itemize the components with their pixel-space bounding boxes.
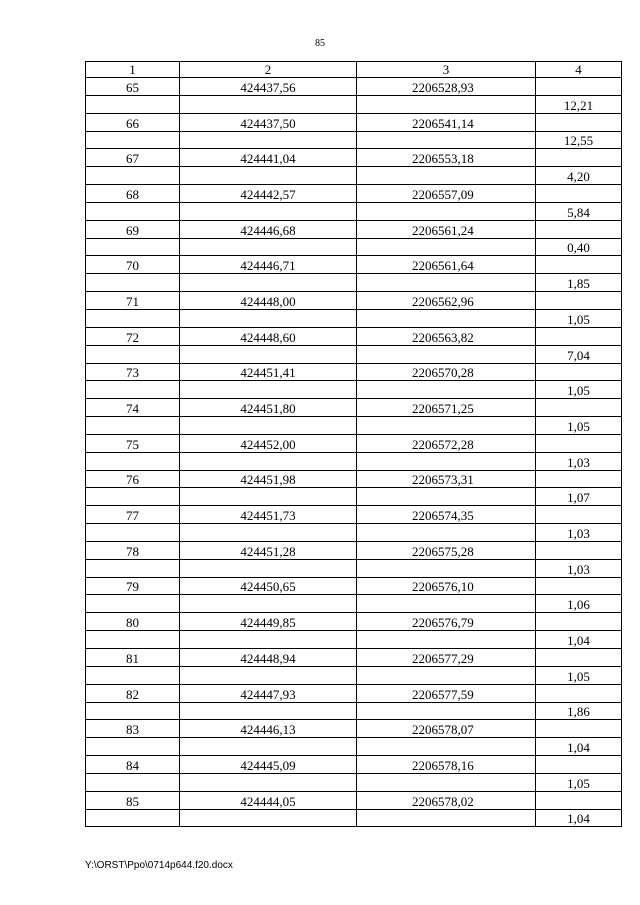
table-row-distance xyxy=(86,631,622,649)
empty-cell xyxy=(536,292,622,310)
empty-cell xyxy=(357,524,536,542)
distance-cell: 1,86 xyxy=(536,702,622,720)
y-coordinate-cell: 2206578,02 xyxy=(357,791,536,809)
distance-cell: 1,05 xyxy=(536,773,622,791)
empty-cell xyxy=(357,738,536,756)
y-coordinate-cell: 2206574,35 xyxy=(357,506,536,524)
y-coordinate-cell: 2206576,79 xyxy=(357,613,536,631)
x-coordinate-cell: 424452,00 xyxy=(180,434,357,452)
point-number-cell: 79 xyxy=(86,577,180,595)
distance-cell: 0,40 xyxy=(536,238,622,256)
x-coordinate-cell: 424451,41 xyxy=(180,363,357,381)
empty-cell xyxy=(180,167,357,185)
distance-cell: 1,85 xyxy=(536,274,622,292)
empty-cell xyxy=(86,559,180,577)
empty-cell xyxy=(357,95,536,113)
empty-cell xyxy=(86,773,180,791)
x-coordinate-cell: 424437,50 xyxy=(180,113,357,131)
empty-cell xyxy=(536,434,622,452)
table-row-distance xyxy=(86,702,622,720)
table-row-distance xyxy=(86,417,622,435)
empty-cell xyxy=(357,488,536,506)
y-coordinate-cell: 2206577,29 xyxy=(357,649,536,667)
empty-cell xyxy=(86,167,180,185)
empty-cell xyxy=(536,149,622,167)
point-number-cell: 83 xyxy=(86,720,180,738)
point-number-cell: 76 xyxy=(86,470,180,488)
table-row-distance xyxy=(86,381,622,399)
table-row-point xyxy=(86,399,622,417)
table-row-distance xyxy=(86,488,622,506)
point-number-cell: 80 xyxy=(86,613,180,631)
empty-cell xyxy=(357,274,536,292)
table-row-point xyxy=(86,541,622,559)
empty-cell xyxy=(180,202,357,220)
empty-cell xyxy=(180,666,357,684)
empty-cell xyxy=(357,238,536,256)
point-number-cell: 70 xyxy=(86,256,180,274)
y-coordinate-cell: 2206553,18 xyxy=(357,149,536,167)
empty-cell xyxy=(86,238,180,256)
empty-cell xyxy=(357,809,536,827)
empty-cell xyxy=(180,595,357,613)
x-coordinate-cell: 424447,93 xyxy=(180,684,357,702)
empty-cell xyxy=(536,649,622,667)
empty-cell xyxy=(357,381,536,399)
point-number-cell: 74 xyxy=(86,399,180,417)
table-row-point xyxy=(86,292,622,310)
empty-cell xyxy=(357,345,536,363)
table-header-row xyxy=(86,62,622,78)
empty-cell xyxy=(536,756,622,774)
x-coordinate-cell: 424442,57 xyxy=(180,185,357,203)
table-row-point xyxy=(86,327,622,345)
empty-cell xyxy=(536,684,622,702)
point-number-cell: 65 xyxy=(86,78,180,96)
empty-cell xyxy=(86,274,180,292)
x-coordinate-cell: 424450,65 xyxy=(180,577,357,595)
table-row-distance xyxy=(86,738,622,756)
empty-cell xyxy=(536,541,622,559)
empty-cell xyxy=(536,113,622,131)
table-row-distance xyxy=(86,524,622,542)
empty-cell xyxy=(357,452,536,470)
empty-cell xyxy=(180,809,357,827)
table-row-point xyxy=(86,613,622,631)
empty-cell xyxy=(180,773,357,791)
y-coordinate-cell: 2206577,59 xyxy=(357,684,536,702)
column-header-2: 2 xyxy=(180,62,357,78)
point-number-cell: 84 xyxy=(86,756,180,774)
x-coordinate-cell: 424437,56 xyxy=(180,78,357,96)
empty-cell xyxy=(86,95,180,113)
table-row-distance xyxy=(86,666,622,684)
empty-cell xyxy=(180,702,357,720)
empty-cell xyxy=(536,613,622,631)
table-row-distance xyxy=(86,809,622,827)
empty-cell xyxy=(86,738,180,756)
table-row-distance xyxy=(86,238,622,256)
empty-cell xyxy=(180,631,357,649)
y-coordinate-cell: 2206578,16 xyxy=(357,756,536,774)
distance-cell: 1,05 xyxy=(536,309,622,327)
empty-cell xyxy=(180,738,357,756)
point-number-cell: 71 xyxy=(86,292,180,310)
table-row-distance xyxy=(86,773,622,791)
x-coordinate-cell: 424441,04 xyxy=(180,149,357,167)
table-row-point xyxy=(86,720,622,738)
table-row-point xyxy=(86,220,622,238)
empty-cell xyxy=(86,809,180,827)
point-number-cell: 69 xyxy=(86,220,180,238)
y-coordinate-cell: 2206541,14 xyxy=(357,113,536,131)
point-number-cell: 77 xyxy=(86,506,180,524)
table-row-distance xyxy=(86,559,622,577)
table-row-point xyxy=(86,649,622,667)
empty-cell xyxy=(180,452,357,470)
empty-cell xyxy=(86,417,180,435)
distance-cell: 1,06 xyxy=(536,595,622,613)
x-coordinate-cell: 424451,98 xyxy=(180,470,357,488)
x-coordinate-cell: 424446,71 xyxy=(180,256,357,274)
empty-cell xyxy=(180,131,357,149)
x-coordinate-cell: 424451,73 xyxy=(180,506,357,524)
point-number-cell: 67 xyxy=(86,149,180,167)
x-coordinate-cell: 424451,28 xyxy=(180,541,357,559)
point-number-cell: 66 xyxy=(86,113,180,131)
table-body xyxy=(86,78,622,827)
table-row-point xyxy=(86,756,622,774)
distance-cell: 4,20 xyxy=(536,167,622,185)
column-header-1: 1 xyxy=(86,62,180,78)
table-row-distance xyxy=(86,309,622,327)
table-row-distance xyxy=(86,274,622,292)
empty-cell xyxy=(536,470,622,488)
empty-cell xyxy=(86,452,180,470)
distance-cell: 1,04 xyxy=(536,809,622,827)
empty-cell xyxy=(536,506,622,524)
point-number-cell: 78 xyxy=(86,541,180,559)
empty-cell xyxy=(180,238,357,256)
table-row-point xyxy=(86,78,622,96)
empty-cell xyxy=(86,595,180,613)
empty-cell xyxy=(180,274,357,292)
distance-cell: 1,03 xyxy=(536,452,622,470)
table-row-point xyxy=(86,363,622,381)
empty-cell xyxy=(357,773,536,791)
x-coordinate-cell: 424448,94 xyxy=(180,649,357,667)
x-coordinate-cell: 424446,13 xyxy=(180,720,357,738)
distance-cell: 1,03 xyxy=(536,524,622,542)
table-row-point xyxy=(86,684,622,702)
empty-cell xyxy=(357,559,536,577)
table-row-point xyxy=(86,506,622,524)
x-coordinate-cell: 424446,68 xyxy=(180,220,357,238)
point-number-cell: 85 xyxy=(86,791,180,809)
empty-cell xyxy=(86,345,180,363)
y-coordinate-cell: 2206576,10 xyxy=(357,577,536,595)
point-number-cell: 75 xyxy=(86,434,180,452)
y-coordinate-cell: 2206573,31 xyxy=(357,470,536,488)
table-row-distance xyxy=(86,202,622,220)
x-coordinate-cell: 424451,80 xyxy=(180,399,357,417)
y-coordinate-cell: 2206571,25 xyxy=(357,399,536,417)
empty-cell xyxy=(357,167,536,185)
table-row-point xyxy=(86,185,622,203)
empty-cell xyxy=(180,309,357,327)
coordinates-table xyxy=(85,61,622,827)
empty-cell xyxy=(536,327,622,345)
empty-cell xyxy=(180,488,357,506)
table-row-point xyxy=(86,113,622,131)
y-coordinate-cell: 2206557,09 xyxy=(357,185,536,203)
empty-cell xyxy=(180,381,357,399)
empty-cell xyxy=(86,702,180,720)
distance-cell: 12,55 xyxy=(536,131,622,149)
empty-cell xyxy=(536,791,622,809)
empty-cell xyxy=(536,78,622,96)
empty-cell xyxy=(536,185,622,203)
empty-cell xyxy=(86,202,180,220)
empty-cell xyxy=(536,720,622,738)
table-row-point xyxy=(86,577,622,595)
empty-cell xyxy=(357,631,536,649)
table-row-point xyxy=(86,149,622,167)
table-row-point xyxy=(86,470,622,488)
y-coordinate-cell: 2206528,93 xyxy=(357,78,536,96)
empty-cell xyxy=(180,524,357,542)
y-coordinate-cell: 2206563,82 xyxy=(357,327,536,345)
point-number-cell: 82 xyxy=(86,684,180,702)
empty-cell xyxy=(357,202,536,220)
point-number-cell: 81 xyxy=(86,649,180,667)
table-row-distance xyxy=(86,452,622,470)
empty-cell xyxy=(86,131,180,149)
empty-cell xyxy=(357,131,536,149)
empty-cell xyxy=(357,666,536,684)
column-header-4: 4 xyxy=(536,62,622,78)
table-row-point xyxy=(86,791,622,809)
distance-cell: 1,05 xyxy=(536,666,622,684)
distance-cell: 7,04 xyxy=(536,345,622,363)
empty-cell xyxy=(536,399,622,417)
distance-cell: 1,03 xyxy=(536,559,622,577)
empty-cell xyxy=(357,595,536,613)
column-header-3: 3 xyxy=(357,62,536,78)
point-number-cell: 73 xyxy=(86,363,180,381)
y-coordinate-cell: 2206562,96 xyxy=(357,292,536,310)
empty-cell xyxy=(180,95,357,113)
distance-cell: 5,84 xyxy=(536,202,622,220)
empty-cell xyxy=(86,309,180,327)
point-number-cell: 68 xyxy=(86,185,180,203)
distance-cell: 1,05 xyxy=(536,417,622,435)
distance-cell: 12,21 xyxy=(536,95,622,113)
file-path-footer: Y:\ORST\Ppo\0714p644.f20.docx xyxy=(85,860,233,871)
y-coordinate-cell: 2206561,64 xyxy=(357,256,536,274)
distance-cell: 1,07 xyxy=(536,488,622,506)
x-coordinate-cell: 424449,85 xyxy=(180,613,357,631)
empty-cell xyxy=(357,417,536,435)
empty-cell xyxy=(86,488,180,506)
x-coordinate-cell: 424445,09 xyxy=(180,756,357,774)
point-number-cell: 72 xyxy=(86,327,180,345)
empty-cell xyxy=(86,666,180,684)
table-row-distance xyxy=(86,345,622,363)
empty-cell xyxy=(86,381,180,399)
empty-cell xyxy=(536,220,622,238)
page-number: 85 xyxy=(315,38,325,49)
table-row-distance xyxy=(86,595,622,613)
empty-cell xyxy=(86,631,180,649)
distance-cell: 1,05 xyxy=(536,381,622,399)
empty-cell xyxy=(536,363,622,381)
y-coordinate-cell: 2206572,28 xyxy=(357,434,536,452)
x-coordinate-cell: 424448,60 xyxy=(180,327,357,345)
x-coordinate-cell: 424444,05 xyxy=(180,791,357,809)
distance-cell: 1,04 xyxy=(536,738,622,756)
empty-cell xyxy=(536,256,622,274)
y-coordinate-cell: 2206578,07 xyxy=(357,720,536,738)
empty-cell xyxy=(357,309,536,327)
table-row-point xyxy=(86,434,622,452)
table-row-distance xyxy=(86,95,622,113)
table-row-distance xyxy=(86,131,622,149)
empty-cell xyxy=(86,524,180,542)
empty-cell xyxy=(180,345,357,363)
empty-cell xyxy=(180,417,357,435)
distance-cell: 1,04 xyxy=(536,631,622,649)
empty-cell xyxy=(357,702,536,720)
x-coordinate-cell: 424448,00 xyxy=(180,292,357,310)
empty-cell xyxy=(180,559,357,577)
empty-cell xyxy=(536,577,622,595)
y-coordinate-cell: 2206570,28 xyxy=(357,363,536,381)
y-coordinate-cell: 2206575,28 xyxy=(357,541,536,559)
table-row-point xyxy=(86,256,622,274)
table-row-distance xyxy=(86,167,622,185)
y-coordinate-cell: 2206561,24 xyxy=(357,220,536,238)
